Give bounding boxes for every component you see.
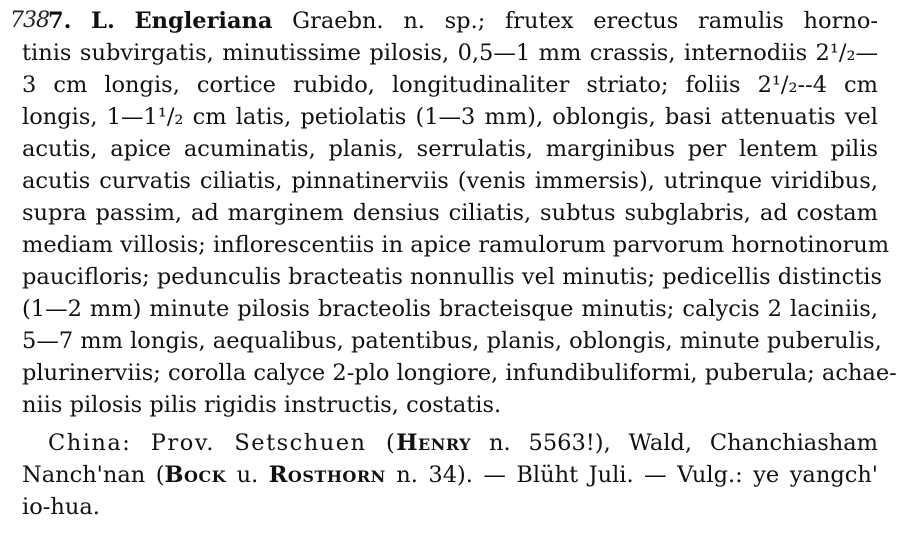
text-line-13: niis pilosis pilis rigidis instructis, costatis. <box>22 392 502 418</box>
species-name: Engleriana <box>134 8 273 34</box>
locality-line-1 <box>48 428 878 458</box>
text-line-4: longis, 1—1¹/₂ cm latis, petiolatis (1—3 mm), oblongis, basi attenuatis vel <box>22 104 878 130</box>
text-line-6: acutis curvatis ciliatis, pinnatinerviis (venis immersis), utrinque viridibus, <box>22 168 878 194</box>
text-line-3: 3 cm longis, cortice rubido, longitudinaliter striato; foliis 2¹/₂--4 cm <box>22 72 878 98</box>
collector-rosthorn: Rosthorn <box>268 462 386 488</box>
handwritten-annotation: 738 <box>10 8 49 33</box>
text-line-7: supra passim, ad marginem densius ciliatis, subtus subglabris, ad costam <box>22 200 878 226</box>
genus-abbrev: L. <box>91 8 115 34</box>
text-line-11: 5—7 mm longis, aequalibus, patentibus, planis, oblongis, minute puberulis, <box>22 328 882 354</box>
line-1-text: Graebn. n. sp.; frutex erectus ramulis horno- <box>292 8 878 34</box>
locality-line-3: io-hua. <box>22 494 100 520</box>
collector-henry: Henry <box>396 430 472 456</box>
locality-text-a: China: Prov. Setschuen ( <box>48 430 397 456</box>
locality-line-2 <box>22 460 878 490</box>
text-line-12: plurinerviis; corolla calyce 2-plo longiore, infundibuliformi, puberula; achae- <box>22 360 897 386</box>
text-line-8: mediam villosis; inflorescentiis in apice ramulorum parvorum hornotinorum <box>22 232 890 258</box>
text-line-2: tinis subvirgatis, minutissime pilosis, 0,5—1 mm crassis, internodiis 2¹/₂— <box>22 40 878 66</box>
collector-bock: Bock <box>164 462 227 488</box>
text-line-1 <box>48 6 878 36</box>
locality-text-d: n. 34). — Blüht Juli. — Vulg.: ye yangch' <box>385 462 878 488</box>
entry-number: 7. <box>48 8 72 34</box>
locality-text-b: n. 5563!), Wald, Chanchiasham <box>471 430 878 456</box>
text-line-5: acutis, apice acuminatis, planis, serrulatis, marginibus per lentem pilis <box>22 136 878 162</box>
locality-text-u: u. <box>226 462 269 488</box>
text-line-9: paucifloris; pedunculis bracteatis nonnullis vel minutis; pedicellis distinctis <box>22 264 883 290</box>
locality-text-c: Nanch'nan ( <box>22 462 165 488</box>
text-line-10: (1—2 mm) minute pilosis bracteolis bracteisque minutis; calycis 2 laciniis, <box>22 296 878 322</box>
